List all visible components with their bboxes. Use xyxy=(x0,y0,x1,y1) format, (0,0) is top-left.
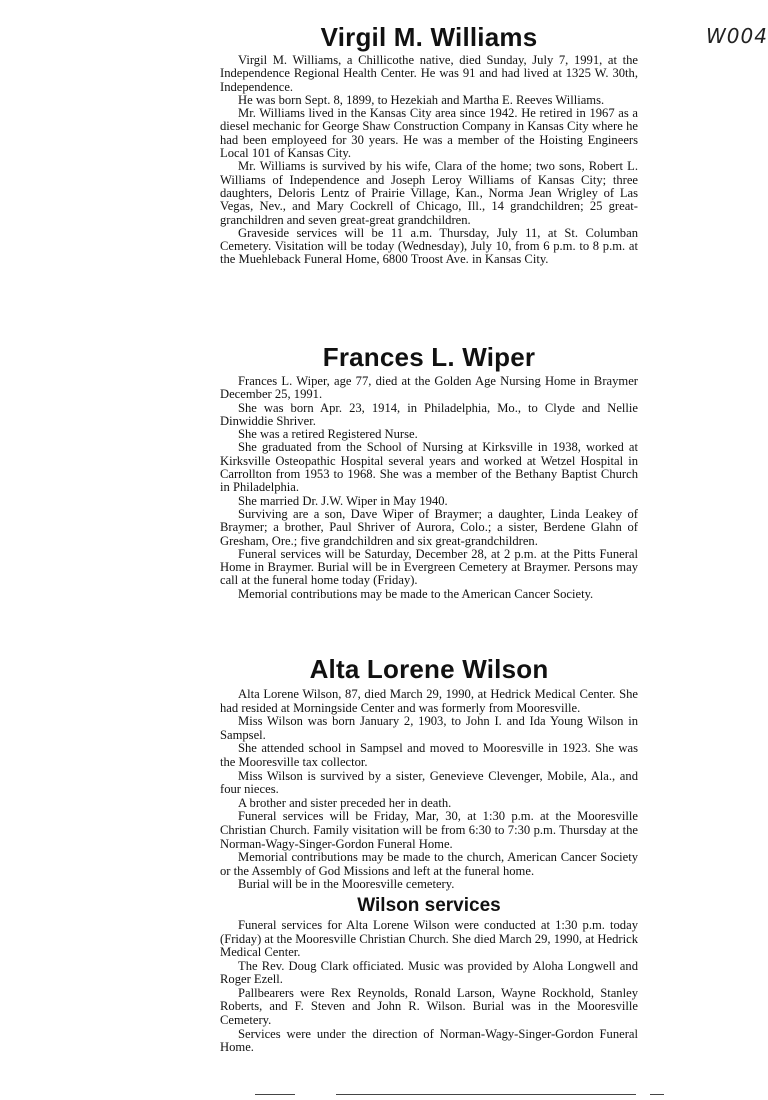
paragraph: Surviving are a son, Dave Wiper of Braymer; a daughter, Linda Leakey of Braymer; a brother, Paul Shriver of Aurora, Colo.; a sister, Berdene Glahn of Gresham, Ore.; five grandchildren and six great-grandchildren. xyxy=(220,506,638,548)
paragraph: Virgil M. Williams, a Chillicothe native, died Sunday, July 7, 1991, at the Independence Regional Health Center. He was 91 and had lived at 1325 W. 30th, Independence. xyxy=(220,53,638,94)
obituary-body xyxy=(220,375,638,601)
paragraph: A brother and sister preceded her in death. xyxy=(238,795,452,810)
obituary-frances-wiper xyxy=(220,342,638,601)
obituary-heading: Virgil M. Williams xyxy=(320,22,538,52)
paragraph: He was born Sept. 8, 1899, to Hezekiah and Martha E. Reeves Williams. xyxy=(238,92,605,107)
paragraph: Pallbearers were Rex Reynolds, Ronald Larson, Wayne Rockhold, Stanley Roberts, and F. Steven and John R. Wilson. Burial was in the Mooresville Cemetery. xyxy=(220,985,638,1028)
obituary-body xyxy=(220,54,638,267)
paragraph: The Rev. Doug Clark officiated. Music was provided by Aloha Longwell and Roger Ezell. xyxy=(220,958,638,987)
paragraph: Funeral services will be Friday, Mar, 30, at 1:30 p.m. at the Mooresville Christian Church. Family visitation will be from 6:30 to 7:30 p.m. Thursday at the Norman-Wagy-Singer-Gordon Funeral Home. xyxy=(220,809,638,851)
bottom-rule xyxy=(255,1094,295,1095)
paragraph: Memorial contributions may be made to the American Cancer Society. xyxy=(238,586,594,601)
paragraph: Memorial contributions may be made to the church, American Cancer Society or the Assembly of God Missions and left at the funeral home. xyxy=(220,850,638,878)
paragraph: She attended school in Sampsel and moved to Mooresville in 1923. She was the Mooresville tax collector. xyxy=(220,741,638,769)
obituary-heading: Frances L. Wiper xyxy=(322,342,536,372)
paragraph: Services were under the direction of Norman-Wagy-Singer-Gordon Funeral Home. xyxy=(220,1026,638,1055)
paragraph: Frances L. Wiper, age 77, died at the Golden Age Nursing Home in Braymer December 25, 1991. xyxy=(220,374,638,402)
paragraph: Mr. Williams lived in the Kansas City area since 1942. He retired in 1967 as a diesel mechanic for George Shaw Construction Company in Kansas City where he had been employeed for 30 years. He was a member of the Hoisting Engineers Local 101 of Kansas City. xyxy=(220,106,638,161)
paragraph: Graveside services will be 11 a.m. Thursday, July 11, at St. Columban Cemetery. Visitation will be today (Wednesday), July 10, from 6 p.m. to 8 p.m. at the Muehleback Funeral Home, 6800 Troost Ave. in Kansas City. xyxy=(220,225,638,267)
obituary-body xyxy=(220,688,638,892)
obituary-alta-wilson xyxy=(220,654,638,1055)
obituary-virgil-williams xyxy=(220,22,638,267)
paragraph: Mr. Williams is survived by his wife, Clara of the home; two sons, Robert L. Williams of Independence and Joseph Leroy Williams of Kansas City; three daughters, Deloris Lentz of Prairie Village, Kan., Norma Jean Wrigley of Las Vegas, Nev., and Mary Cockrell of Chicago, Ill., 14 grandchildren; 25 great-granchildren and seven great-great grandchildren. xyxy=(220,159,638,227)
paragraph: Funeral services for Alta Lorene Wilson were conducted at 1:30 p.m. today (Friday) at the Mooresville Christian Church. She died March 29, 1990, at Hedrick Medical Center. xyxy=(220,917,638,960)
paragraph: She was born Apr. 23, 1914, in Philadelphia, Mo., to Clyde and Nellie Dinwiddie Shriver. xyxy=(220,400,638,428)
bottom-rule xyxy=(336,1094,636,1095)
paragraph: Alta Lorene Wilson, 87, died March 29, 1990, at Hedrick Medical Center. She had resided at Morningside Center and was formerly from Mooresville. xyxy=(220,687,638,715)
services-body xyxy=(220,919,638,1055)
bottom-rule xyxy=(650,1094,664,1095)
obituary-heading: Alta Lorene Wilson xyxy=(309,654,549,684)
paragraph: She was a retired Registered Nurse. xyxy=(238,427,418,442)
paragraph: Burial will be in the Mooresville cemetery. xyxy=(238,877,455,892)
paragraph: Miss Wilson is survived by a sister, Genevieve Clevenger, Mobile, Ala., and four nieces. xyxy=(220,768,638,797)
paragraph: Miss Wilson was born January 2, 1903, to John I. and Ida Young Wilson in Sampsel. xyxy=(220,714,638,742)
services-heading: Wilson services xyxy=(357,894,501,916)
paragraph: She married Dr. J.W. Wiper in May 1940. xyxy=(238,493,448,508)
paragraph: Funeral services will be Saturday, December 28, at 2 p.m. at the Pitts Funeral Home in Braymer. Burial will be in Evergreen Cemetery at Braymer. Persons may call at the funeral home today (Friday). xyxy=(220,546,638,588)
corner-tag: W004 xyxy=(706,24,768,48)
paragraph: She graduated from the School of Nursing at Kirksville in 1938, worked at Kirksville Osteopathic Hospital several years and worked at Wetzel Hospital in Carrollton from 1953 to 1968. She was a member of the Bethany Baptist Church in Philadelphia. xyxy=(220,440,638,495)
